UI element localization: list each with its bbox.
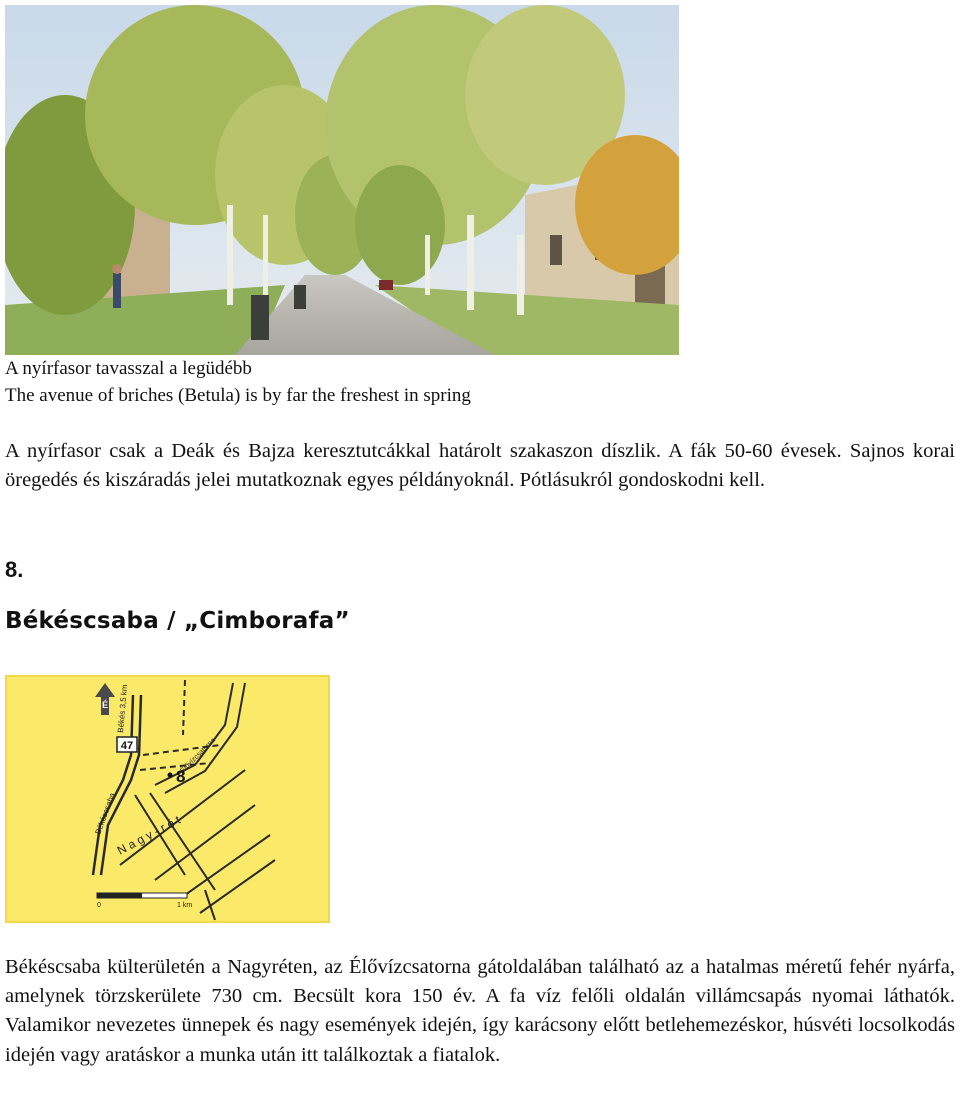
- section-title: Békéscsaba / „Cimborafa”: [5, 608, 350, 634]
- site-number-label: 8: [176, 767, 186, 786]
- map-label-canal: Élővízcsatorna: [179, 736, 217, 775]
- site-marker-icon: [168, 773, 173, 778]
- north-label: É: [101, 700, 109, 710]
- map-label-bekescsaba: Békéscsaba: [93, 791, 117, 836]
- section-number: 8.: [5, 557, 24, 582]
- location-map: [5, 675, 330, 923]
- map-label-nagyret: N a g y - r é t: [114, 812, 183, 858]
- photo-caption-english: The avenue of briches (Betula) is by far the freshest in spring: [5, 385, 471, 406]
- photo-caption-hungarian: A nyírfasor tavasszal a legüdébb: [5, 358, 252, 379]
- scale-label-zero: 0: [97, 902, 101, 909]
- birch-avenue-photo: [5, 5, 679, 355]
- scale-label-km: 1 km: [177, 902, 193, 909]
- location-map-drawing: [5, 675, 330, 923]
- cimborafa-paragraph: Békéscsaba külterületén a Nagyréten, az Élővízcsatorna gátoldalában található az a hatalmas méretű fehér nyárfa, amelynek törzskerülete 730 cm. Becsült kora 150 év. A fa víz felőli oldalán villámcsapás nyomai láthatók. Valamikor nevezetes ünnepek és nagy események idején, így karácsony előtt betlehemezéskor, húsvéti locsolkodás idején vagy aratáskor a munka után itt találkoztak a fiatalok.: [5, 956, 955, 1066]
- map-background: [5, 675, 330, 923]
- birch-avenue-illustration: [5, 5, 679, 355]
- road-number-label: 47: [120, 740, 134, 752]
- map-label-bekes: Békés 3,5 km: [116, 684, 130, 734]
- birch-avenue-paragraph: A nyírfasor csak a Deák és Bajza keresztutcákkal határolt szakaszon díszlik. A fák 50-60 évesek. Sajnos korai öregedés és kiszáradás jelei mutatkoznak egyes példányoknál. Pótlásukról gondoskodni kell.: [5, 440, 955, 491]
